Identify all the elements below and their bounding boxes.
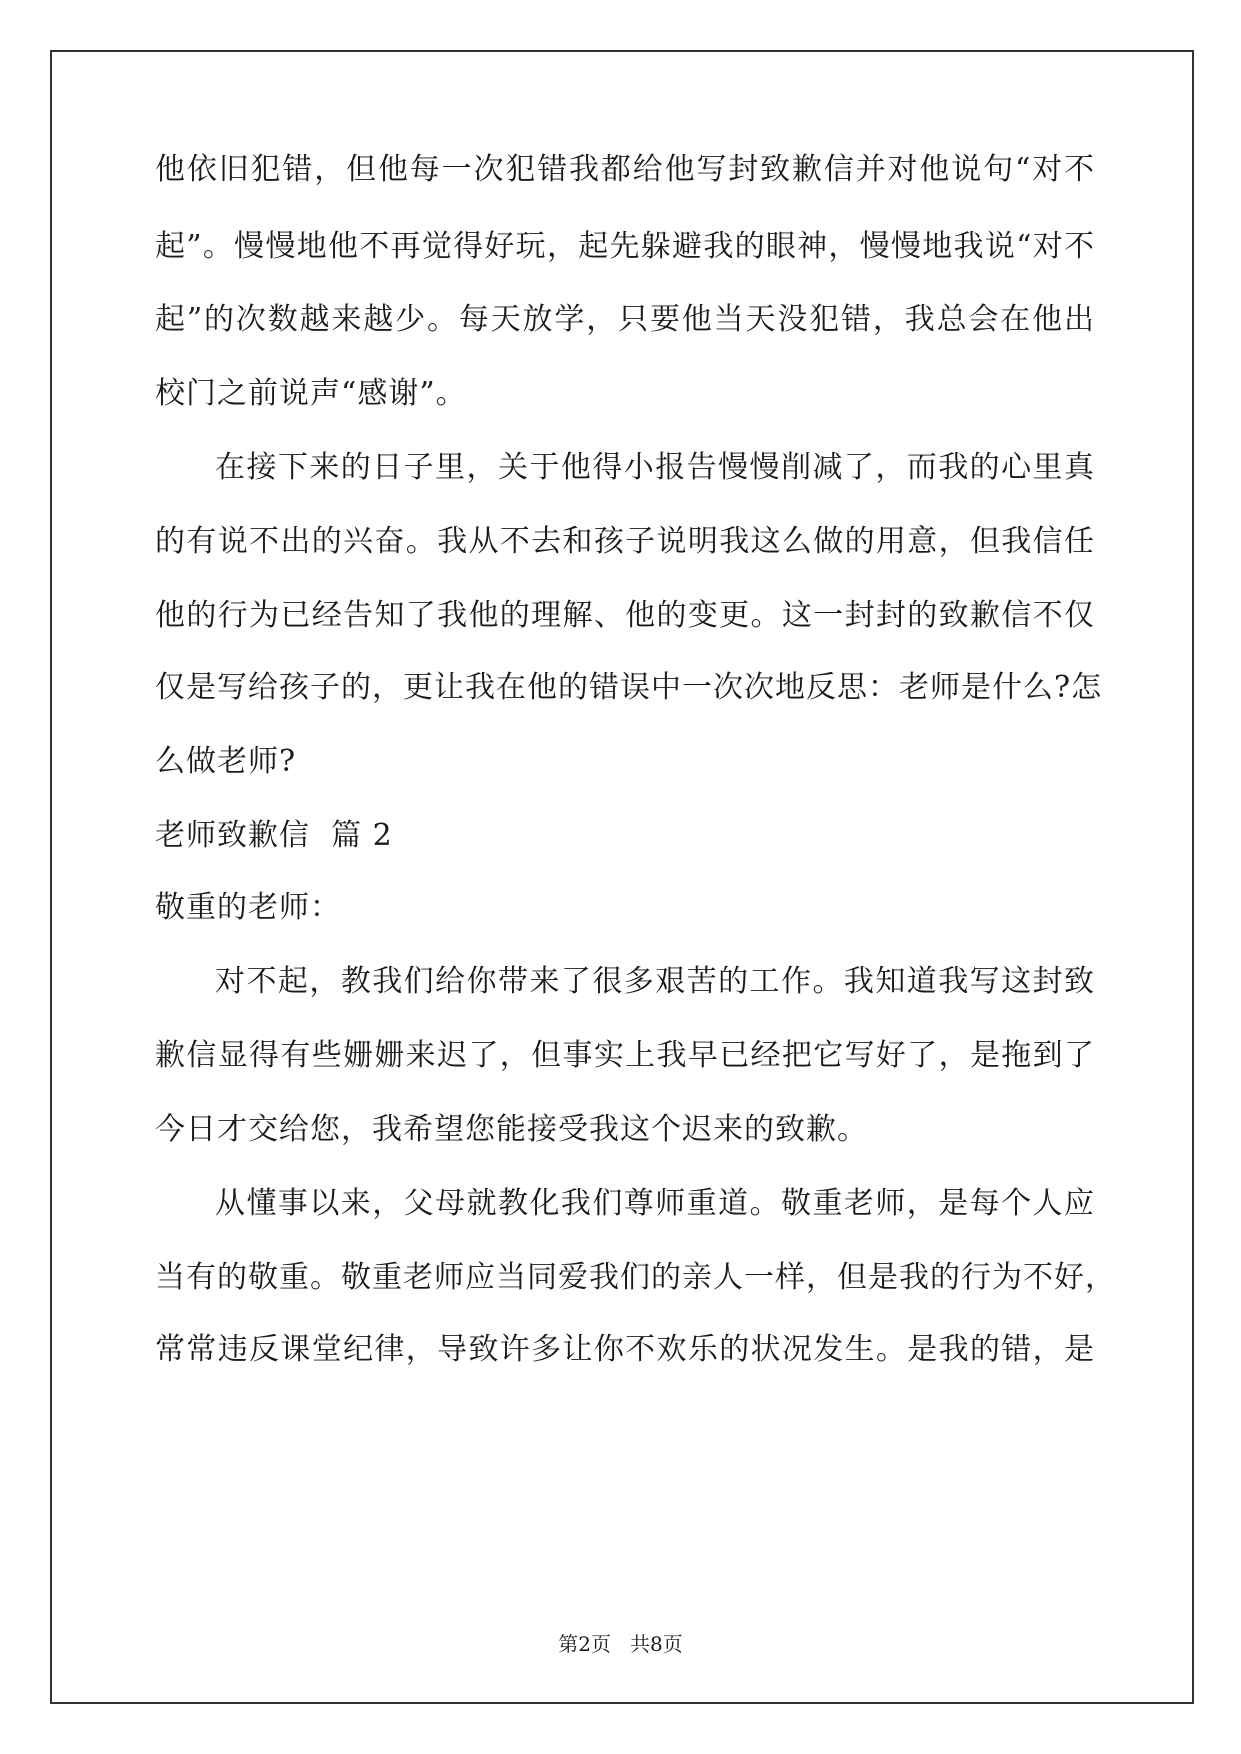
body-text-line: 起”。慢慢地他不再觉得好玩，起先躲避我的眼神，慢慢地我说“对不 xyxy=(155,229,1095,264)
section-heading: 老师致歉信 篇 2 xyxy=(155,818,393,853)
paragraph-first-line: 在接下来的日子里，关于他得小报告慢慢削减了，而我的心里真 xyxy=(215,450,1095,485)
body-text-line: 起”的次数越来越少。每天放学，只要他当天没犯错，我总会在他出 xyxy=(155,302,1095,337)
page-footer: 第2页 共8页 xyxy=(558,1632,683,1656)
body-text-line: 他的行为已经告知了我他的理解、他的变更。这一封封的致歉信不仅 xyxy=(155,598,1095,633)
body-text-line: 当有的敬重。敬重老师应当同爱我们的亲人一样，但是我的行为不好， xyxy=(155,1260,1116,1295)
body-text-line: 歉信显得有些姗姗来迟了，但事实上我早已经把它写好了，是拖到了 xyxy=(155,1038,1095,1073)
body-text-line: 常常违反课堂纪律，导致许多让你不欢乐的状况发生。是我的错，是 xyxy=(155,1332,1095,1367)
body-text-line: 仅是写给孩子的，更让我在他的错误中一次次地反思：老师是什么?怎 xyxy=(155,670,1103,705)
body-text-line: 今日才交给您，我希望您能接受我这个迟来的致歉。 xyxy=(155,1112,868,1147)
body-text-line: 他依旧犯错，但他每一次犯错我都给他写封致歉信并对他说句“对不 xyxy=(155,152,1095,187)
page-border xyxy=(50,50,1194,1704)
paragraph-first-line: 对不起，教我们给你带来了很多艰苦的工作。我知道我写这封致 xyxy=(215,964,1095,999)
letter-salutation: 敬重的老师： xyxy=(155,890,341,925)
body-text-line: 校门之前说声“感谢”。 xyxy=(155,376,467,411)
body-text-line: 的有说不出的兴奋。我从不去和孩子说明我这么做的用意，但我信任 xyxy=(155,524,1095,559)
paragraph-first-line: 从懂事以来，父母就教化我们尊师重道。敬重老师，是每个人应 xyxy=(215,1186,1095,1221)
body-text-line: 么做老师? xyxy=(155,744,297,779)
